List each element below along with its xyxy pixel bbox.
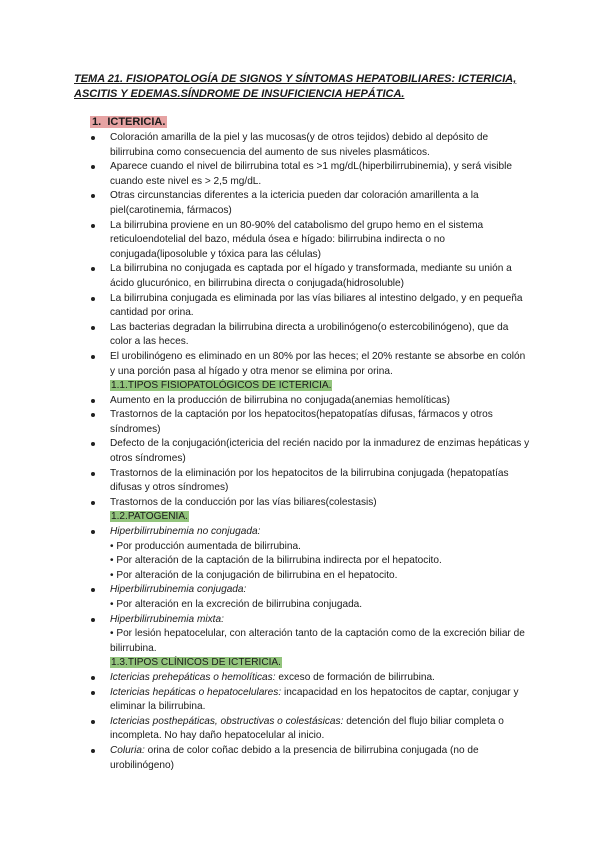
list-item: [90, 583, 530, 612]
intro-list: [90, 131, 530, 379]
group-line: • Por alteración en la excreción de bilirrubina conjugada.: [110, 599, 363, 610]
section-label: ICTERICIA.: [107, 116, 166, 128]
document-title: TEMA 21. FISIOPATOLOGÍA DE SIGNOS Y SÍNTOMAS HEPATOBILIARES: ICTERICIA, ASCITIS Y EDEMAS.SÍNDROME DE INSUFICIENCIA HEPÁTICA.: [74, 73, 517, 100]
pathogenesis-list: [90, 525, 530, 656]
list-item: [90, 671, 530, 686]
subsection-title: 1.1.TIPOS FISIOPATOLÓGICOS DE ICTERICIA.: [111, 380, 332, 392]
list-item: Trastornos de la eliminación por los hepatocitos de la bilirrubina conjugada (hepatopatías difusas y otros síndromes): [90, 467, 530, 496]
subsection-title: 1.2.PATOGENIA.: [111, 511, 188, 523]
group-line: • Por producción aumentada de bilirrubina.: [110, 540, 301, 552]
section-heading-highlight: [90, 116, 167, 128]
definition: orina de color coñac debido a la presencia de bilirrubina conjugada (no de urobilinógeno): [110, 744, 479, 771]
list-item: Defecto de la conjugación(ictericia del recién nacido por la inmadurez de enzimas hepáticas y otros síndromes): [90, 437, 530, 466]
list-item: [90, 686, 530, 715]
definition: incapacidad en los hepatocitos de captar, conjugar y eliminar la bilirrubina.: [110, 686, 519, 713]
term: Ictericias posthepáticas, obstructivas o colestásicas:: [110, 715, 344, 727]
subsection-title: 1.3.TIPOS CLÍNICOS DE ICTERICIA.: [111, 657, 281, 669]
list-item: [90, 525, 530, 583]
group-line: • Por lesión hepatocelular, con alteración tanto de la captación como de la excreción biliar de bilirrubina.: [110, 628, 525, 654]
list-item: La bilirrubina conjugada es eliminada por las vías biliares al intestino delgado, y en pequeña cantidad por orina.: [90, 292, 530, 321]
list-item: Coloración amarilla de la piel y las mucosas(y de otros tejidos) debido al depósito de bilirrubina como consecuencia del aumento de sus niveles plasmáticos.: [90, 131, 530, 160]
list-item: Otras circunstancias diferentes a la ictericia pueden dar coloración amarillenta a la piel(carotinemia, fármacos): [90, 189, 530, 218]
subsection-heading-1: [90, 379, 530, 394]
group-heading: Hiperbilirrubinemia mixta:: [110, 613, 224, 625]
list-item: Aumento en la producción de bilirrubina no conjugada(anemias hemolíticas): [90, 394, 530, 409]
group-line: • Por alteración de la conjugación de bilirrubina en el hepatocito.: [110, 569, 398, 581]
list-item: Trastornos de la conducción por las vías biliares(colestasis): [90, 496, 530, 511]
list-item: Aparece cuando el nivel de bilirrubina total es >1 mg/dL(hiperbilirrubinemia), y será visible cuando este nivel es > 2,5 mg/dL.: [90, 160, 530, 189]
list-item: [90, 715, 530, 744]
physiopathology-list: [90, 394, 530, 511]
term: Ictericias prehepáticas o hemolíticas:: [110, 671, 276, 683]
list-item: [90, 744, 530, 773]
group-heading: Hiperbilirrubinemia conjugada:: [110, 584, 247, 596]
list-item: El urobilinógeno es eliminado en un 80% por las heces; el 20% restante se absorbe en colón y una porción pasa al hígado y otra menor se elimina por orina.: [90, 350, 530, 379]
section-heading: [90, 115, 167, 130]
list-item: [90, 613, 530, 657]
clinical-types-list: [90, 671, 530, 773]
list-item: La bilirrubina proviene en un 80-90% del catabolismo del grupo hemo en el sistema reticuloendotelial del bazo, médula ósea e hígado: bilirrubina indirecta o no conjugada(liposoluble y tóxica para las células): [90, 219, 530, 263]
definition: exceso de formación de bilirrubina.: [275, 671, 435, 683]
definition: detención del flujo biliar completa o incompleta. No hay daño hepatocelular al inicio.: [110, 715, 504, 742]
group-line: • Por alteración de la captación de la bilirrubina indirecta por el hepatocito.: [110, 555, 442, 567]
list-item: Trastornos de la captación por los hepatocitos(hepatopatías difusas, fármacos y otros síndromes): [90, 408, 530, 437]
section-number: 1.: [92, 116, 102, 128]
list-item: La bilirrubina no conjugada es captada por el hígado y transformada, mediante su unión a ácido glucurónico, en bilirrubina directa o conjugada(hidrosoluble): [90, 262, 530, 291]
term: Ictericias hepáticas o hepatocelulares:: [110, 686, 282, 698]
group-heading: Hiperbilirrubinemia no conjugada:: [110, 526, 261, 538]
term: Coluria:: [110, 744, 145, 756]
subsection-heading-2: [90, 510, 530, 525]
subsection-heading-3: [90, 656, 530, 671]
list-item: Las bacterias degradan la bilirrubina directa a urobilinógeno(o estercobilinógeno), que da color a las heces.: [90, 321, 530, 350]
section-content: [90, 131, 530, 773]
